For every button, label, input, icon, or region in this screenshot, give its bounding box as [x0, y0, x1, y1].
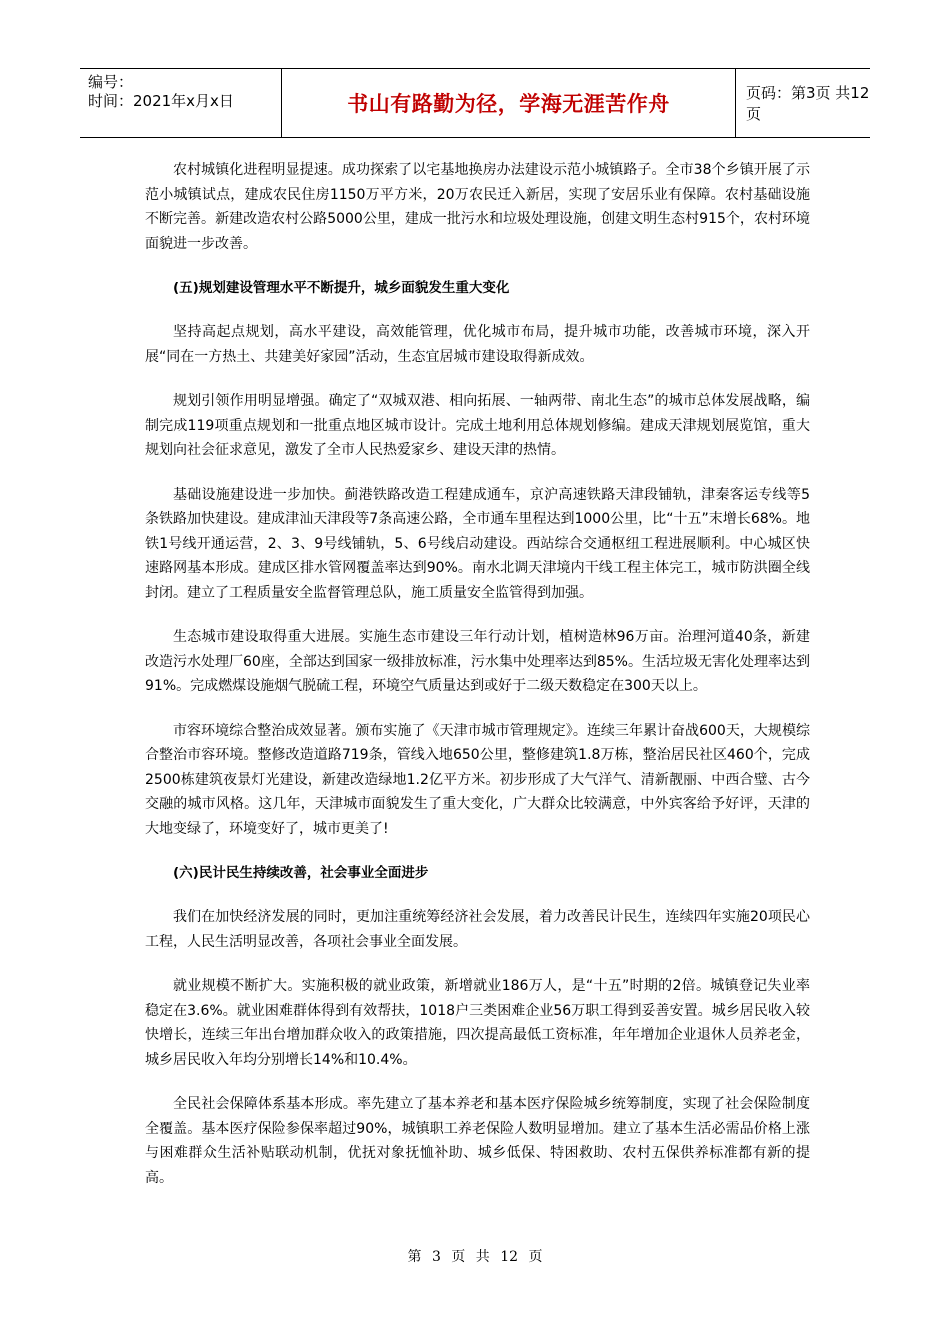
header-page-info: 页码：第3页 共12页: [746, 84, 870, 123]
page-header: [80, 68, 870, 138]
document-date: 时间：2021年x月x日: [88, 92, 234, 110]
footer-page-number: 第 3 页 共 12 页: [407, 1249, 543, 1265]
document-number: 编号：: [88, 73, 134, 91]
section-heading-5: (五)规划建设管理水平不断提升，城乡面貌发生重大变化: [173, 280, 510, 296]
document-body: [145, 158, 810, 1210]
header-motto-cell: [281, 69, 736, 137]
header-motto: 书山有路勤为径，学海无涯苦作舟: [347, 91, 670, 116]
paragraph-social-security: 全民社会保障体系基本形成。率先建立了基本养老和基本医疗保险城乡统筹制度，实现了社会保险制度全覆盖。基本医疗保险参保率超过90%，城镇职工养老保险人数明显增加。建立了基本生活必需品价格上涨与困难群众生活补贴联动机制，优抚对象抚恤补助、城乡低保、特困救助、农村五保供养标准都有新的提高。: [145, 1096, 810, 1186]
paragraph-city-appearance: 市容环境综合整治成效显著。颁布实施了《天津市城市管理规定》。连续三年累计奋战600天，大规模综合整治市容环境。整修改造道路719条，管线入地650公里，整修建筑1.8万栋，整治居民社区460个，完成2500栋建筑夜景灯光建设，新建改造绿地1.2亿平方米。初步形成了大气洋气、清新靓丽、中西合璧、古今交融的城市风格。这几年，天津城市面貌发生了重大变化，广大群众比较满意，中外宾客给予好评，天津的大地变绿了，环境变好了，城市更美了!: [145, 722, 810, 837]
paragraph-rural-urbanization: 农村城镇化进程明显提速。成功探索了以宅基地换房办法建设示范小城镇路子。全市38个乡镇开展了示范小城镇试点，建成农民住房1150万平方米，20万农民迁入新居，实现了安居乐业有保障。农村基础设施不断完善。新建改造农村公路5000公里，建成一批污水和垃圾处理设施，创建文明生态村915个，农村环境面貌进一步改善。: [145, 162, 810, 252]
paragraph-infrastructure: 基础设施建设进一步加快。蓟港铁路改造工程建成通车，京沪高速铁路天津段铺轨，津秦客运专线等5条铁路加快建设。建成津汕天津段等7条高速公路，全市通车里程达到1000公里，比“十五”末增长68%。地铁1号线开通运营，2、3、9号线铺轨，5、6号线启动建设。西站综合交通枢纽工程进展顺利。中心城区快速路网基本形成。建成区排水管网覆盖率达到90%。南水北调天津境内干线工程主体完工，城市防洪圈全线封闭。建立了工程质量安全监督管理总队，施工质量安全监管得到加强。: [145, 486, 810, 601]
header-page-cell: [736, 69, 870, 137]
paragraph-planning-intro: 坚持高起点规划，高水平建设，高效能管理，优化城市布局，提升城市功能，改善城市环境，深入开展“同在一方热土、共建美好家园”活动，生态宜居城市建设取得新成效。: [145, 324, 810, 365]
paragraph-eco-city: 生态城市建设取得重大进展。实施生态市建设三年行动计划，植树造林96万亩。治理河道40条，新建改造污水处理厂60座，全部达到国家一级排放标准，污水集中处理率达到85%。生活垃圾无害化处理率达到91%。完成燃煤设施烟气脱硫工程，环境空气质量达到或好于二级天数稳定在300天以上。: [145, 629, 810, 694]
page-footer: [0, 1246, 950, 1266]
header-meta: [80, 69, 281, 137]
paragraph-planning-guidance: 规划引领作用明显增强。确定了“双城双港、相向拓展、一轴两带、南北生态”的城市总体发展战略，编制完成119项重点规划和一批重点地区城市设计。完成土地利用总体规划修编。建成天津规划展览馆，重大规划向社会征求意见，激发了全市人民热爱家乡、建设天津的热情。: [145, 393, 810, 458]
paragraph-employment: 就业规模不断扩大。实施积极的就业政策，新增就业186万人，是“十五”时期的2倍。城镇登记失业率稳定在3.6%。就业困难群体得到有效帮扶，1018户三类困难企业56万职工得到妥善安置。城乡居民收入较快增长，连续三年出台增加群众收入的政策措施，四次提高最低工资标准，年年增加企业退休人员养老金，城乡居民收入年均分别增长14%和10.4%。: [145, 978, 810, 1068]
section-heading-6: (六)民计民生持续改善，社会事业全面进步: [173, 865, 429, 881]
paragraph-livelihood-intro: 我们在加快经济发展的同时，更加注重统筹经济社会发展，着力改善民计民生，连续四年实施20项民心工程，人民生活明显改善，各项社会事业全面发展。: [145, 909, 810, 950]
